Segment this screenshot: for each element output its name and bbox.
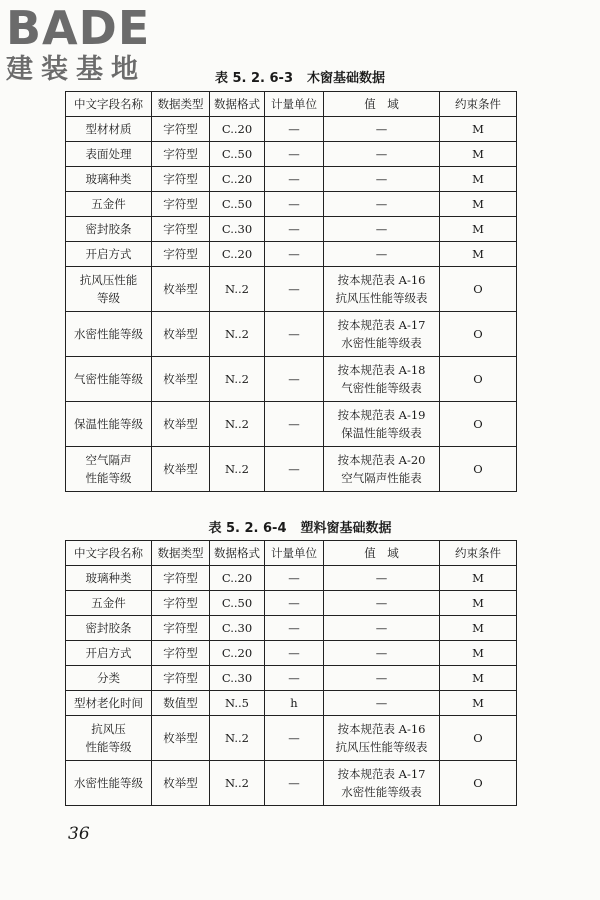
- cell-data-type: 字符型: [152, 117, 210, 142]
- table1-title: 木窗基础数据: [307, 71, 386, 86]
- cell-unit: —: [265, 761, 324, 806]
- cell-constraint: O: [440, 402, 517, 447]
- cell-data-format: N..2: [210, 716, 265, 761]
- cell-value-range: —: [324, 217, 440, 242]
- cell-data-format: N..2: [210, 312, 265, 357]
- cell-constraint: M: [440, 167, 517, 192]
- cell-value-range: —: [324, 566, 440, 591]
- cell-data-type: 枚举型: [152, 267, 210, 312]
- cell-data-format: N..5: [210, 691, 265, 716]
- cell-unit: h: [265, 691, 324, 716]
- cell-data-format: C..20: [210, 566, 265, 591]
- table2-title: 塑料窗基础数据: [300, 521, 392, 536]
- cell-field-name: 气密性能等级: [66, 357, 152, 402]
- cell-constraint: M: [440, 666, 517, 691]
- column-header-field-name: 中文字段名称: [66, 541, 152, 566]
- column-header-data-type: 数据类型: [152, 92, 210, 117]
- cell-field-name: 开启方式: [66, 641, 152, 666]
- cell-data-format: N..2: [210, 357, 265, 402]
- cell-field-name: 水密性能等级: [66, 761, 152, 806]
- cell-field-name: 抗风压 性能等级: [66, 716, 152, 761]
- cell-constraint: M: [440, 217, 517, 242]
- cell-constraint: M: [440, 242, 517, 267]
- table-row: [66, 566, 517, 591]
- column-header-value-range: 值 域: [324, 92, 440, 117]
- cell-constraint: O: [440, 761, 517, 806]
- table1-header-row: [66, 92, 517, 117]
- table2-caption: [0, 517, 600, 536]
- cell-data-format: C..20: [210, 641, 265, 666]
- cell-value-range: 按本规范表 A-16 抗风压性能等级表: [324, 716, 440, 761]
- cell-field-name: 五金件: [66, 192, 152, 217]
- table2-header-row: [66, 541, 517, 566]
- cell-data-type: 字符型: [152, 591, 210, 616]
- cell-unit: —: [265, 192, 324, 217]
- cell-value-range: 按本规范表 A-16 抗风压性能等级表: [324, 267, 440, 312]
- column-header-field-name: 中文字段名称: [66, 92, 152, 117]
- cell-unit: —: [265, 591, 324, 616]
- cell-unit: —: [265, 167, 324, 192]
- cell-value-range: —: [324, 242, 440, 267]
- cell-data-type: 枚举型: [152, 761, 210, 806]
- table-row: [66, 716, 517, 761]
- table-row: [66, 357, 517, 402]
- cell-data-format: C..50: [210, 192, 265, 217]
- column-header-data-type: 数据类型: [152, 541, 210, 566]
- cell-value-range: —: [324, 591, 440, 616]
- cell-value-range: 按本规范表 A-17 水密性能等级表: [324, 312, 440, 357]
- cell-data-type: 枚举型: [152, 357, 210, 402]
- cell-unit: —: [265, 242, 324, 267]
- cell-data-format: C..20: [210, 117, 265, 142]
- cell-data-format: C..30: [210, 666, 265, 691]
- table-row: [66, 591, 517, 616]
- cell-constraint: M: [440, 641, 517, 666]
- cell-field-name: 密封胶条: [66, 217, 152, 242]
- table-row: [66, 167, 517, 192]
- cell-value-range: —: [324, 616, 440, 641]
- page-number: 36: [68, 824, 90, 844]
- cell-data-type: 枚举型: [152, 312, 210, 357]
- cell-value-range: 按本规范表 A-17 水密性能等级表: [324, 761, 440, 806]
- cell-unit: —: [265, 616, 324, 641]
- cell-data-type: 枚举型: [152, 716, 210, 761]
- column-header-data-format: 数据格式: [210, 541, 265, 566]
- table-row: [66, 447, 517, 492]
- column-header-unit: 计量单位: [265, 92, 324, 117]
- cell-field-name: 型材材质: [66, 117, 152, 142]
- cell-constraint: O: [440, 447, 517, 492]
- table-wood-window-data: [65, 91, 517, 492]
- cell-data-type: 字符型: [152, 566, 210, 591]
- cell-data-format: C..30: [210, 217, 265, 242]
- cell-data-format: C..50: [210, 142, 265, 167]
- cell-data-type: 枚举型: [152, 447, 210, 492]
- cell-constraint: O: [440, 716, 517, 761]
- cell-constraint: O: [440, 267, 517, 312]
- cell-data-type: 字符型: [152, 217, 210, 242]
- cell-unit: —: [265, 716, 324, 761]
- table-row: [66, 761, 517, 806]
- cell-data-type: 数值型: [152, 691, 210, 716]
- cell-constraint: M: [440, 192, 517, 217]
- cell-data-type: 字符型: [152, 167, 210, 192]
- table-row: [66, 641, 517, 666]
- cell-value-range: —: [324, 666, 440, 691]
- cell-value-range: 按本规范表 A-19 保温性能等级表: [324, 402, 440, 447]
- table-row: [66, 666, 517, 691]
- cell-data-format: N..2: [210, 402, 265, 447]
- table-row: [66, 616, 517, 641]
- table1-caption: [0, 67, 600, 86]
- cell-field-name: 抗风压性能 等级: [66, 267, 152, 312]
- cell-data-format: C..20: [210, 242, 265, 267]
- logo-latin-text: BADE: [6, 1, 151, 55]
- table-row: [66, 267, 517, 312]
- cell-constraint: O: [440, 357, 517, 402]
- cell-field-name: 玻璃种类: [66, 167, 152, 192]
- cell-field-name: 五金件: [66, 591, 152, 616]
- cell-value-range: —: [324, 641, 440, 666]
- table-row: [66, 402, 517, 447]
- cell-value-range: —: [324, 192, 440, 217]
- column-header-unit: 计量单位: [265, 541, 324, 566]
- cell-field-name: 分类: [66, 666, 152, 691]
- cell-unit: —: [265, 666, 324, 691]
- cell-field-name: 密封胶条: [66, 616, 152, 641]
- cell-data-type: 字符型: [152, 666, 210, 691]
- logo-chinese-text: 建装基地: [6, 54, 146, 85]
- cell-value-range: 按本规范表 A-20 空气隔声性能表: [324, 447, 440, 492]
- table-row: [66, 312, 517, 357]
- cell-data-type: 枚举型: [152, 402, 210, 447]
- cell-unit: —: [265, 217, 324, 242]
- table1-number: 表 5. 2. 6-3: [214, 71, 294, 86]
- cell-field-name: 开启方式: [66, 242, 152, 267]
- cell-data-format: C..20: [210, 167, 265, 192]
- cell-data-type: 字符型: [152, 142, 210, 167]
- cell-constraint: M: [440, 616, 517, 641]
- cell-data-type: 字符型: [152, 242, 210, 267]
- table-row: [66, 117, 517, 142]
- cell-unit: —: [265, 357, 324, 402]
- cell-field-name: 保温性能等级: [66, 402, 152, 447]
- cell-data-type: 字符型: [152, 641, 210, 666]
- cell-data-type: 字符型: [152, 616, 210, 641]
- cell-field-name: 型材老化时间: [66, 691, 152, 716]
- cell-value-range: 按本规范表 A-18 气密性能等级表: [324, 357, 440, 402]
- cell-field-name: 玻璃种类: [66, 566, 152, 591]
- cell-unit: —: [265, 641, 324, 666]
- cell-constraint: M: [440, 691, 517, 716]
- table-row: [66, 142, 517, 167]
- cell-value-range: —: [324, 691, 440, 716]
- column-header-constraint: 约束条件: [440, 541, 517, 566]
- table-row: [66, 242, 517, 267]
- cell-data-type: 字符型: [152, 192, 210, 217]
- cell-data-format: C..30: [210, 616, 265, 641]
- cell-field-name: 水密性能等级: [66, 312, 152, 357]
- column-header-constraint: 约束条件: [440, 92, 517, 117]
- cell-value-range: —: [324, 167, 440, 192]
- cell-unit: —: [265, 447, 324, 492]
- cell-unit: —: [265, 566, 324, 591]
- cell-unit: —: [265, 142, 324, 167]
- cell-data-format: C..50: [210, 591, 265, 616]
- cell-value-range: —: [324, 117, 440, 142]
- cell-constraint: M: [440, 566, 517, 591]
- table-row: [66, 192, 517, 217]
- cell-data-format: N..2: [210, 267, 265, 312]
- cell-constraint: M: [440, 142, 517, 167]
- cell-unit: —: [265, 267, 324, 312]
- cell-value-range: —: [324, 142, 440, 167]
- cell-data-format: N..2: [210, 447, 265, 492]
- table-row: [66, 217, 517, 242]
- table-row: [66, 691, 517, 716]
- cell-data-format: N..2: [210, 761, 265, 806]
- table-plastic-window-data: [65, 540, 517, 806]
- cell-field-name: 空气隔声 性能等级: [66, 447, 152, 492]
- cell-unit: —: [265, 312, 324, 357]
- cell-field-name: 表面处理: [66, 142, 152, 167]
- cell-constraint: M: [440, 591, 517, 616]
- cell-unit: —: [265, 402, 324, 447]
- cell-constraint: M: [440, 117, 517, 142]
- column-header-value-range: 值 域: [324, 541, 440, 566]
- cell-unit: —: [265, 117, 324, 142]
- column-header-data-format: 数据格式: [210, 92, 265, 117]
- table2-number: 表 5. 2. 6-4: [208, 521, 287, 536]
- cell-constraint: O: [440, 312, 517, 357]
